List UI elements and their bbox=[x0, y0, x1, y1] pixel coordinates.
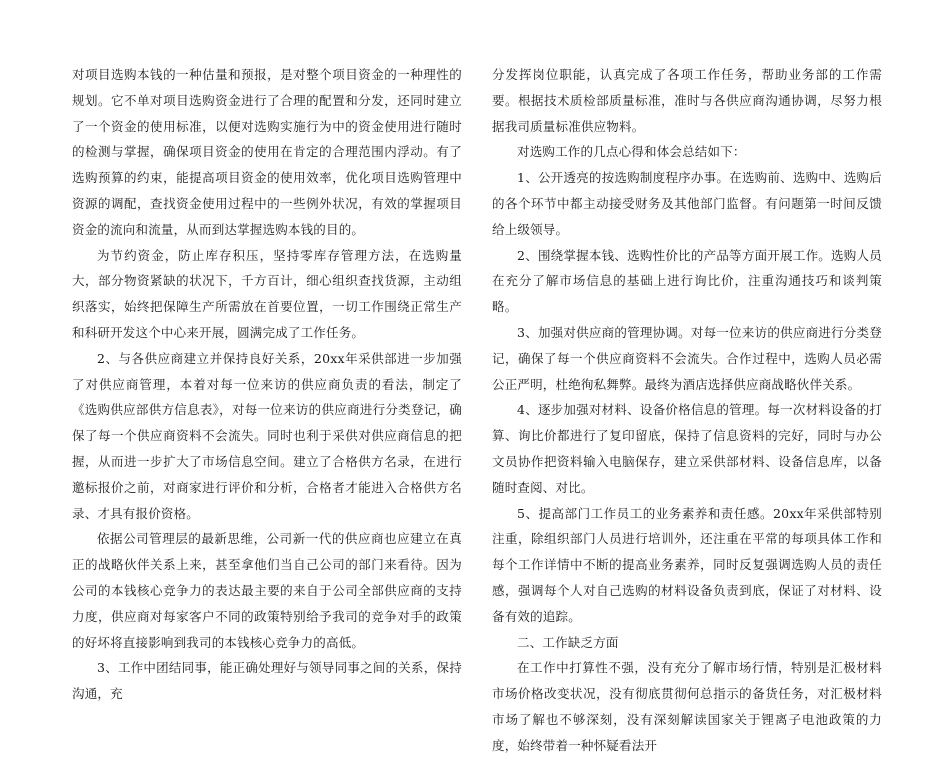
right-paragraph-6: 4、逐步加强对材料、设备价格信息的管理。每一次材料设备的打算、询比价都进行了复印留底，保持了信息资料的完好，同时与办公文员协作把资料输入电脑保存，建立采供部材料、设备信息库，以备随时查阅、对比。 bbox=[492, 402, 882, 495]
right-paragraph-1: 分发挥岗位职能，认真完成了各项工作任务，帮助业务部的工作需要。根据技术质检部质量标准，准时与各供应商沟通协调，尽努力根据我司质量标准供应物料。 bbox=[492, 67, 882, 134]
left-paragraph-4: 依据公司管理层的最新思维，公司新一代的供应商也应建立在真正的战略伙伴关系上来，甚至拿他们当自己公司的部门来看待。因为公司的本钱核心竞争力的表达最主要的来自于公司全部供应商的支持力度，供应商对每家客户不同的政策特别给予我司的竞争对手的政策的好坏将直接影响到我司的本钱核心竞争力的高低。 bbox=[72, 531, 462, 650]
left-paragraph-1: 对项目选购本钱的一种估量和预报，是对整个项目资金的一种理性的规划。它不单对项目选购资金进行了合理的配置和分发，还同时建立了一个资金的使用标准，以便对选购实施行为中的资金使用进行随时的检测与掌握，确保项目资金的使用在肯定的合理范围内浮动。有了选购预算的约束，能提高项目资金的使用效率，优化项目选购管理中资源的调配，查找资金使用过程中的一些例外状况，有效的掌握项目资金的流向和流量，从而到达掌握选购本钱的目的。 bbox=[72, 67, 462, 237]
left-paragraph-3: 2、与各供应商建立并保持良好关系，20xx年采供部进一步加强了对供应商管理，本着对每一位来访的供应商负责的看法，制定了《选购供应部供方信息表》，对每一位来访的供应商进行分类登记，确保了每一个供应商资料不会流失。同时也利于采供对供应商信息的把握，从而进一步扩大了市场信息空间。建立了合格供方名录，在进行邀标报价之前，对商家进行评价和分析，合格者才能进入合格供方名录、才具有报价资格。 bbox=[72, 350, 462, 521]
right-paragraph-2: 对选购工作的几点心得和体会总结如下： bbox=[517, 144, 746, 160]
right-paragraph-3: 1、公开透亮的按选购制度程序办事。在选购前、选购中、选购后的各个环节中都主动接受财务及其他部门监督。有问题第一时间反馈给上级领导。 bbox=[492, 170, 882, 237]
left-column bbox=[72, 62, 462, 707]
right-paragraph-5: 3、加强对供应商的管理协调。对每一位来访的供应商进行分类登记，确保了每一个供应商资料不会流失。合作过程中，选购人员必需公正严明，杜绝徇私舞弊。最终为酒店选择供应商战略伙伴关系。 bbox=[492, 324, 882, 392]
right-column bbox=[492, 62, 882, 759]
left-paragraph-5: 3、工作中团结同事，能正确处理好与领导同事之间的关系，保持沟通，充 bbox=[72, 660, 462, 702]
section-heading: 二、工作缺乏方面 bbox=[517, 634, 619, 650]
right-paragraph-4: 2、围绕掌握本钱、选购性价比的产品等方面开展工作。选购人员在充分了解市场信息的基础上进行询比价，注重沟通技巧和谈判策略。 bbox=[492, 247, 882, 315]
left-paragraph-2: 为节约资金，防止库存积压，坚持零库存管理方法，在选购量大，部分物资紧缺的状况下，千方百计，细心组织查找货源，主动组织落实，始终把保障生产所需放在首要位置，一切工作围绕正常生产和科研开发这个中心来开展，圆满完成了工作任务。 bbox=[72, 247, 462, 340]
right-paragraph-7: 5、提高部门工作员工的业务素养和责任感。20xx年采供部特别注重，除组织部门人员进行培训外，还注重在平常的每项具体工作和每个工作详情中不断的提高业务素养，同时反复强调选购人员的责任感，强调每个人对自己选购的材料设备负责到底，保证了对材料、设备有效的追踪。 bbox=[492, 505, 882, 624]
right-paragraph-8: 在工作中打算性不强，没有充分了解市场行情，特别是汇极材料市场价格改变状况，没有彻底贯彻何总指示的备货任务，对汇极材料市场了解也不够深刻，没有深刻解读国家关于锂离子电池政策的力度，始终带着一种怀疑看法开 bbox=[492, 660, 882, 753]
